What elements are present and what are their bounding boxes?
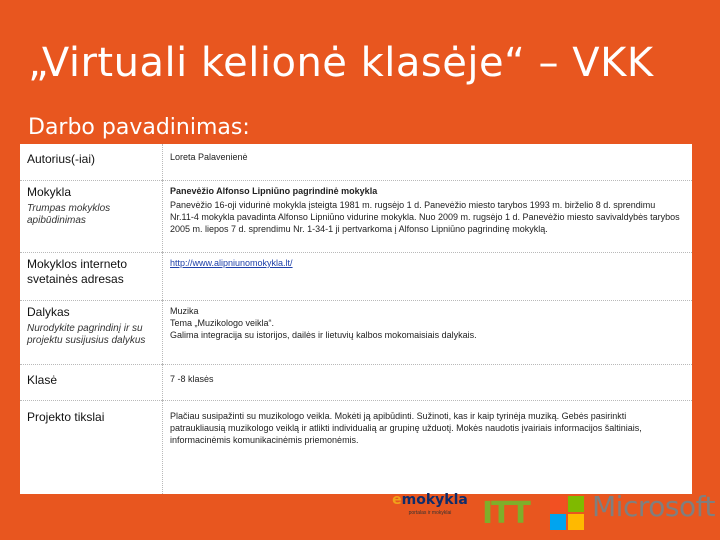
info-table <box>20 144 692 494</box>
microsoft-flag-icon <box>550 496 584 530</box>
column-divider <box>162 364 163 400</box>
grade-value: 7 -8 klasės <box>170 374 214 384</box>
column-divider <box>162 252 163 300</box>
school-label: Mokykla <box>27 185 72 199</box>
website-value-block <box>170 257 680 269</box>
emokykla-tagline: portalas ir mokyklai <box>408 510 452 516</box>
goals-label: Projekto tikslai <box>27 410 105 424</box>
website-label: Mokyklos interneto svetainės adresas <box>27 257 128 286</box>
emokykla-wordmark: emokykla <box>392 492 468 508</box>
emokykla-logo <box>390 492 470 516</box>
goals-value: Plačiau susipažinti su muzikologo veikla. Mokėti ją apibūdinti. Sužinoti, kas ir kaip tyrinėja muziką. Gebės pasirinkti patraukliausią muzikologo veiklą ir atlikti individualią ar grupinę užduotį. Mokės naudotis įvairiais informacijos šaltiniais, informacinėmis komunikacinėmis priemonėmis. <box>170 411 642 445</box>
column-divider <box>162 144 163 180</box>
slide-subtitle: Darbo pavadinimas: <box>28 115 250 140</box>
table-row-grade <box>20 364 692 401</box>
website-link[interactable]: http://www.alipniunomokykla.lt/ <box>170 258 293 268</box>
subject-name: Muzika <box>170 306 199 316</box>
table-row-subject <box>20 300 692 365</box>
table-row-website <box>20 252 692 301</box>
grade-label: Klasė <box>27 373 58 387</box>
school-description: Panevėžio 16-oji vidurinė mokykla įsteigta 1981 m. rugsėjo 1 d. Panevėžio miesto tarybos 1993 m. birželio 8 d. sprendimu Nr.11-4 mokykla pavadinta Alfonso Lipniūno vidurine mokykla. Nuo 2009 m. rugsėjo 1 d. Panevėžio miesto savivaldybės tarybos 2005 m. liepos 7 d. sprendimu Nr. 1-34-1 ji pertvarkoma į Alfonso Lipniūno pagrindinę mokyklą. <box>170 200 680 234</box>
itt-logo: ITT <box>482 496 529 531</box>
sponsor-logos <box>380 488 720 540</box>
school-sublabel: Trumpas mokyklos apibūdinimas <box>27 203 111 226</box>
subject-integration: Galima integracija su istorijos, dailės ir lietuvių kalbos mokomaisiais dalykais. <box>170 330 477 340</box>
column-divider <box>162 400 163 494</box>
subject-topic: Tema „Muzikologo veikla“. <box>170 318 275 328</box>
author-label: Autorius(-iai) <box>27 152 96 166</box>
column-divider <box>162 300 163 364</box>
school-name: Panevėžio Alfonso Lipniūno pagrindinė mokykla <box>170 186 378 196</box>
school-value-block <box>170 185 680 235</box>
school-label-block <box>27 185 157 227</box>
table-row-author <box>20 144 692 181</box>
subject-label-block <box>27 305 157 347</box>
author-value: Loreta Palavenienė <box>170 152 248 162</box>
table-row-school <box>20 180 692 253</box>
microsoft-logo: Microsoft <box>592 490 715 523</box>
column-divider <box>162 180 163 252</box>
subject-value-block <box>170 305 680 341</box>
subject-label: Dalykas <box>27 305 70 319</box>
table-row-goals <box>20 400 692 494</box>
subject-sublabel: Nurodykite pagrindinį ir su projektu susijusius dalykus <box>27 323 146 346</box>
slide-title: „Virtuali kelionė klasėje“ – VKK <box>28 40 654 86</box>
